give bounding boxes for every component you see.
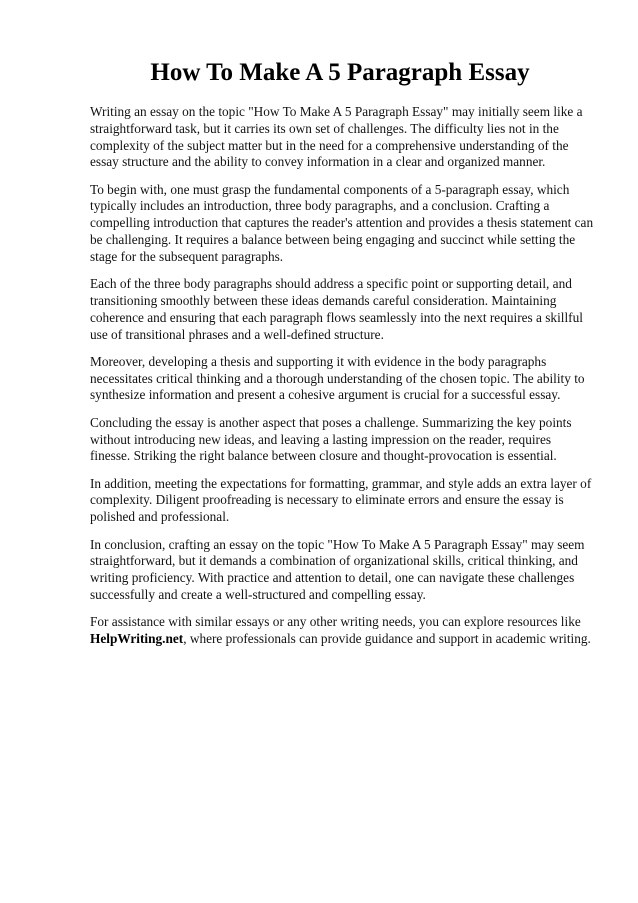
paragraph-body: Each of the three body paragraphs should address a specific point or supporting detail, and transitioning smoothly between these ideas demands careful consideration. Maintaining coherence and ensuring that each paragraph flows seamlessly into the next requires a skillful use of transitional phrases and a well-defined structure.	[90, 276, 583, 342]
closing-text-before-link: For assistance with similar essays or any other writing needs, you can explore resources like	[90, 614, 581, 630]
paragraph-closing	[90, 614, 594, 648]
helpwriting-link[interactable]: HelpWriting.net	[90, 631, 184, 647]
paragraph-thesis: Moreover, developing a thesis and supporting it with evidence in the body paragraphs necessitates critical thinking and a thorough understanding of the chosen topic. The ability to synthesize information and present a cohesive argument is crucial for a successful essay.	[90, 353, 585, 403]
paragraph-concluding: Concluding the essay is another aspect that poses a challenge. Summarizing the key points without introducing new ideas, and leaving a lasting impression on the reader, requires finesse. Striking the right balance between closure and thought-provocation is essential.	[90, 414, 572, 464]
closing-text-after-link: , where professionals can provide guidance and support in academic writing.	[183, 631, 591, 647]
paragraph-formatting: In addition, meeting the expectations for formatting, grammar, and style adds an extra layer of complexity. Diligent proofreading is necessary to eliminate errors and ensure the essay is polished and professional.	[90, 475, 592, 525]
paragraph-conclusion: In conclusion, crafting an essay on the topic "How To Make A 5 Paragraph Essay" may seem straightforward, but it demands a combination of organizational skills, critical thinking, and writing proficiency. With practice and attention to detail, one can navigate these challenges successfully and create a well-structured and compelling essay.	[90, 536, 585, 602]
paragraph-intro: Writing an essay on the topic "How To Make A 5 Paragraph Essay" may initially seem like a straightforward task, but it carries its own set of challenges. The difficulty lies not in the complexity of the subject matter but in the need for a comprehensive understanding of the essay structure and the ability to convey information in a clear and organized manner.	[90, 104, 583, 170]
paragraph-components: To begin with, one must grasp the fundamental components of a 5-paragraph essay, which typically includes an introduction, three body paragraphs, and a conclusion. Crafting a compelling introduction that captures the reader's attention and provides a thesis statement can be challenging. It requires a balance between being engaging and succinct while setting the stage for the subsequent paragraphs.	[90, 181, 594, 264]
document-title: How To Make A 5 Paragraph Essay	[150, 59, 530, 86]
